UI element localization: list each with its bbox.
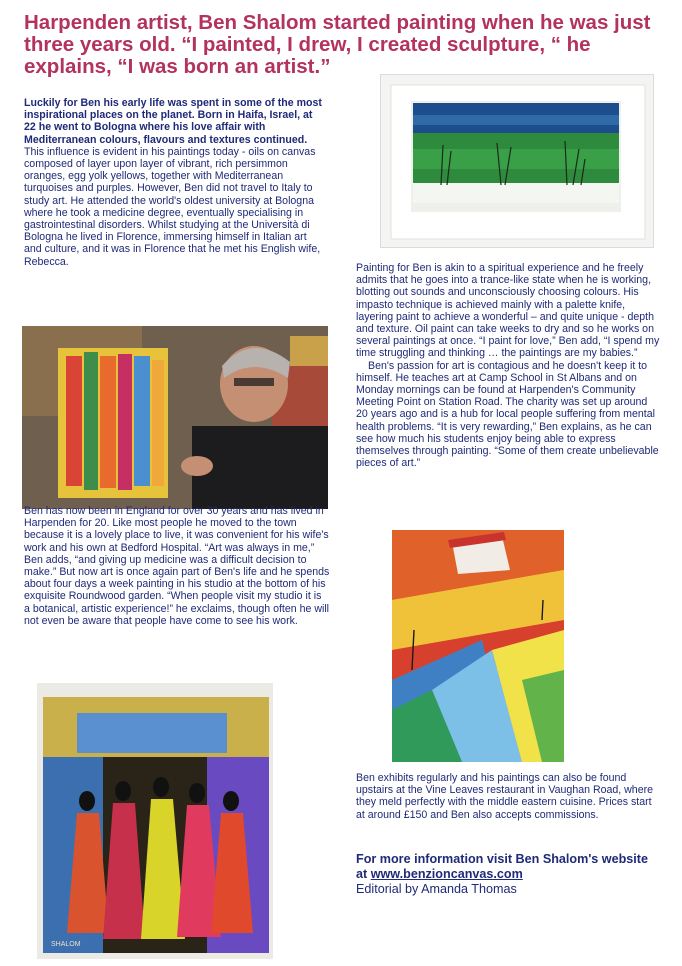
exhibitions-paragraph: Ben exhibits regularly and his paintings can also be found upstairs at the Vine Leaves restaurant in Vaughan Road, where they meld perfectly with the middle eastern cuisine. Prices start at around £150 and Ben also accepts commissions. bbox=[356, 772, 654, 821]
editorial-credit: Editorial by Amanda Thomas bbox=[356, 882, 517, 896]
painting-signature: SHALOM bbox=[51, 941, 81, 948]
colourful-fields-painting-photo bbox=[392, 530, 564, 762]
framed-landscape-photo bbox=[380, 74, 654, 248]
intro-column bbox=[24, 97, 324, 268]
women-figures-painting-photo bbox=[37, 683, 273, 959]
right-column-text bbox=[356, 262, 662, 469]
website-link[interactable]: www.benzioncanvas.com bbox=[370, 867, 523, 881]
info-lead-text: For more information visit Ben Shalom's website at bbox=[356, 852, 649, 881]
artist-at-easel-photo bbox=[22, 326, 328, 509]
contact-info bbox=[356, 852, 662, 897]
intro-lead-paragraph: Luckily for Ben his early life was spent in some of the most inspirational places on the planet. Born in Haifa, Israel, at 22 he went to Bologna where his love affair with Mediterranean colours, flavours and textures continued. bbox=[24, 97, 322, 146]
spiritual-paragraph: Painting for Ben is akin to a spiritual experience and he freely admits that he goes into a trance-like state when he is working, blotting out sounds and unconsciously choosing colours. His impasto technique is achieved mainly with a palette knife, layering paint to achieve a wonderful – and quite unique - depth and texture. Oil paint can take weeks to dry and so he works on several paintings at once. “I paint for love,” Ben add, “I spend my time struggling and thinking … the paintings are my babies.” bbox=[356, 262, 660, 360]
studio-paragraph: Ben has now been in England for over 30 years and has lived in Harpenden for 20. Like most people he moved to the town because it is a lovely place to live, it was convenient for his wife's work and his own at Bedford Hospital. “Art was always in me,” Ben adds, “and giving up medicine was a difficult decision to make.” But now art is once again part of Ben's life and he spends about four days a week painting in his studio at the bottom of his exquisite Roundwood garden. “When people visit my studio it is a botanical, artistic experience!” he exclaims, though often he will not even be aware that people have come to see his work. bbox=[24, 505, 330, 627]
headline: Harpenden artist, Ben Shalom started painting when he was just three years old. “I painted, I drew, I created sculpture, “ he explains, “I was born an artist.” bbox=[24, 11, 651, 78]
intro-body-paragraph: This influence is evident in his paintings today - oils on canvas composed of layer upon layer of vibrant, rich persimmon oranges, egg yolk yellows, together with Mediterranean turquoises and purples. However, Ben did not travel to Italy to study art. He attended the world's oldest university at Bologna where he took a medicine degree, eventually specialising in gastrointestinal disorders. Whilst studying at the Università di Bologna he lived in Florence, immersing himself in Italian art and culture, and it was in Florence that he met his English wife, Rebecca. bbox=[24, 145, 321, 268]
teaching-paragraph: Ben's passion for art is contagious and he doesn't keep it to himself. He teaches art at Camp School in St Albans and on Monday mornings can be found at Harpenden's Community Meeting Point on Station Road. The charity was set up around 20 years ago and is a hub for local people suffering from mental health problems. “It is very rewarding,” Ben explains, as he can see how much his students enjoy being able to express themselves through painting. “Some of them create unbelievable pieces of art.” bbox=[356, 359, 659, 470]
